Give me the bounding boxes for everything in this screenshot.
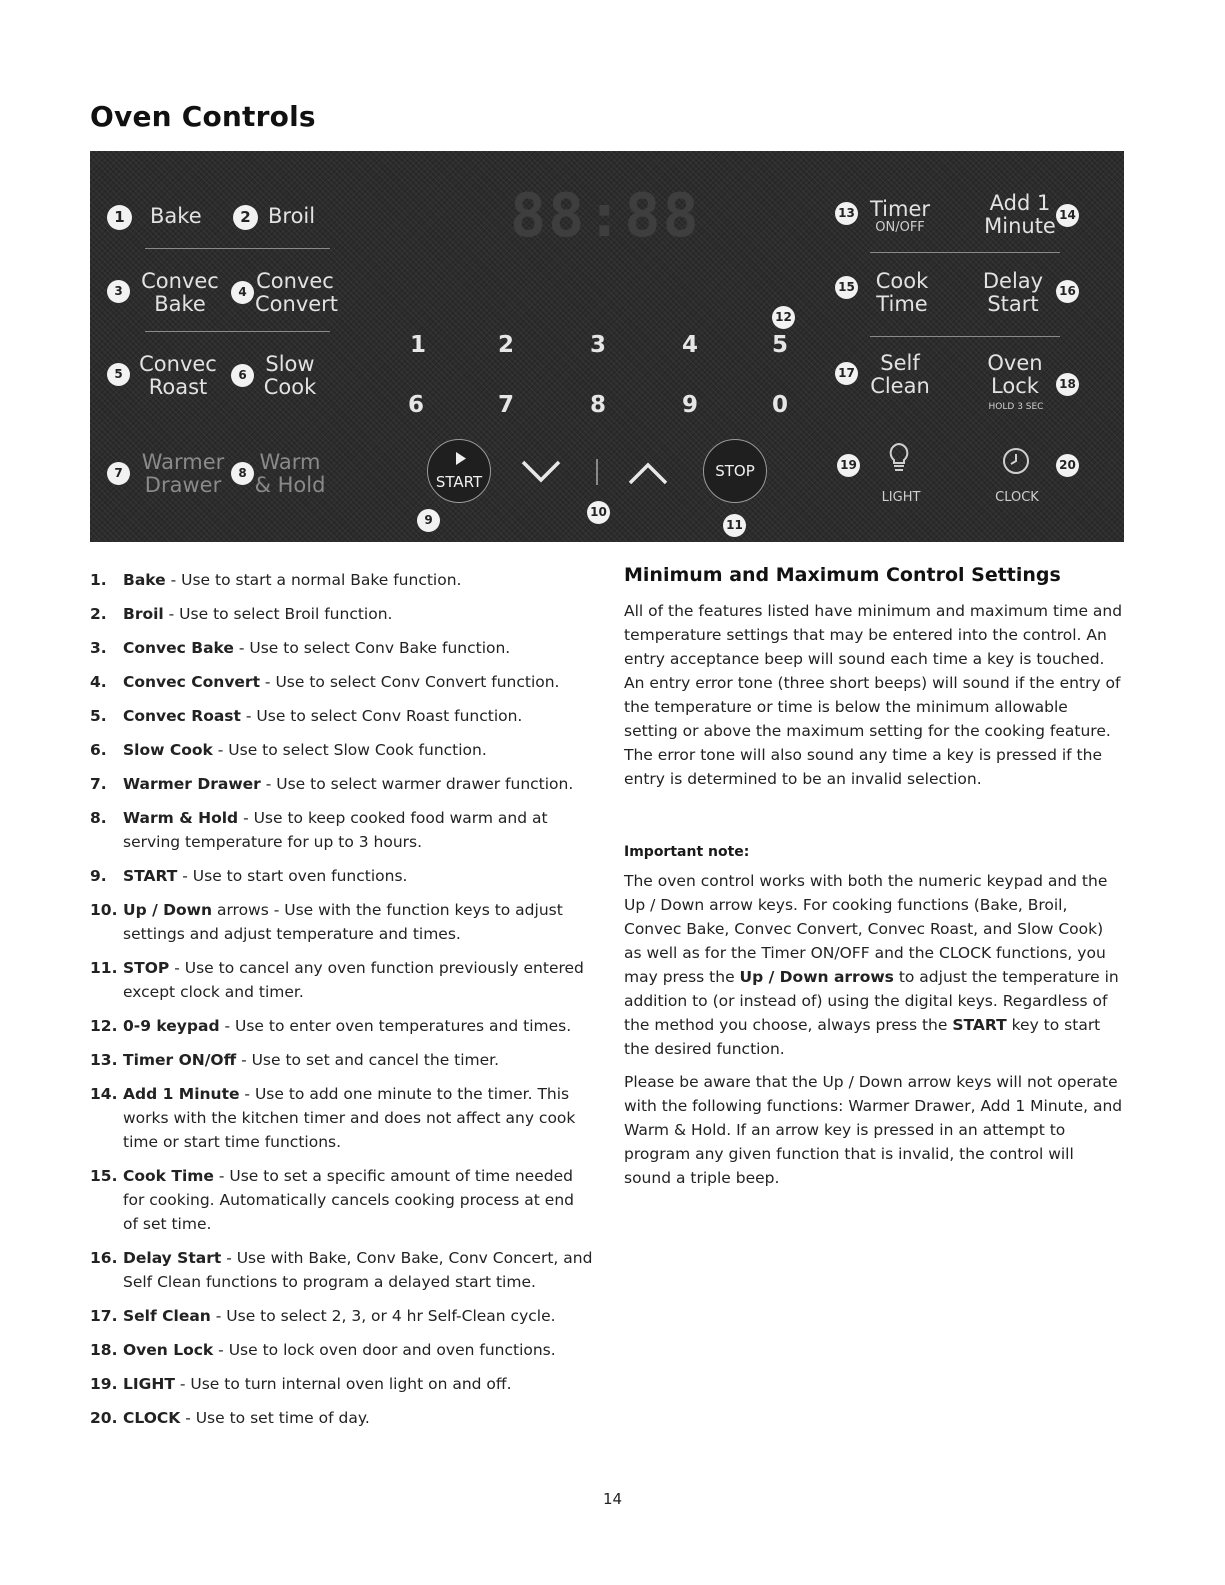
key-digit-8[interactable]: 8	[590, 392, 607, 418]
badge-6: 6	[231, 364, 254, 387]
list-item: 12. 0-9 keypad - Use to enter oven temperatures and times.	[90, 1017, 572, 1035]
key-timer-label: Timer	[870, 197, 931, 221]
key-digit-9[interactable]: 9	[682, 392, 699, 418]
badge-11: 11	[723, 514, 746, 537]
controls-list	[90, 568, 610, 1430]
list-item: 2. Broil - Use to select Broil function.	[90, 605, 393, 623]
important-note-heading: Important note:	[624, 844, 750, 860]
key-oven-lock-line1: Oven	[987, 351, 1043, 375]
key-digit-5[interactable]: 5	[772, 332, 789, 358]
key-slow-cook[interactable]	[250, 353, 330, 399]
up-arrow-icon[interactable]	[627, 462, 669, 486]
down-arrow-icon[interactable]	[520, 459, 562, 483]
key-convec-convert[interactable]	[255, 269, 339, 316]
badge-3: 3	[107, 280, 130, 303]
key-self-clean[interactable]	[868, 352, 932, 398]
badge-15: 15	[835, 276, 858, 299]
key-timer-sublabel: ON/OFF	[875, 220, 925, 235]
key-cook-time-line1: Cook	[875, 269, 929, 293]
clock-display: 88:88	[510, 181, 701, 251]
badge-19: 19	[837, 454, 860, 477]
list-item: 17. Self Clean - Use to select 2, 3, or 4 hr Self-Clean cycle.	[90, 1307, 556, 1325]
badge-5: 5	[107, 363, 130, 386]
page-title: Oven Controls	[90, 100, 316, 133]
key-warm-hold-line1: Warm	[259, 450, 321, 474]
list-item: 20. CLOCK - Use to set time of day.	[90, 1409, 370, 1427]
badge-17: 17	[835, 362, 858, 385]
badge-7: 7	[107, 462, 130, 485]
list-item: 5. Convec Roast - Use to select Conv Roast function.	[90, 707, 523, 725]
list-item: 11. STOP - Use to cancel any oven function previously entered except clock and timer.	[90, 959, 584, 1001]
start-button-label: START	[435, 473, 483, 491]
key-slow-cook-line1: Slow	[265, 352, 315, 376]
list-item: 14. Add 1 Minute - Use to add one minute to the timer. This works with the kitchen timer and does not affect any cook time or start time functions.	[90, 1085, 576, 1151]
list-item: 10. Up / Down arrows - Use with the function keys to adjust settings and adjust temperature and times.	[90, 901, 563, 943]
badge-20: 20	[1056, 454, 1079, 477]
key-self-clean-line1: Self	[880, 351, 920, 375]
settings-paragraph: All of the features listed have minimum and maximum time and temperature settings that may be entered into the control. An entry acceptance beep will sound each time a key is touched. An entry error tone (three short beeps) will sound if the entry of the temperature or time is below the minimum allowable setting or above the maximum setting for the cooking feature. The error tone will also sound any time a key is pressed if the entry is determined to be an invalid selection.	[624, 602, 1123, 788]
badge-2: 2	[233, 205, 258, 230]
key-delay-start[interactable]	[978, 270, 1048, 316]
list-item: 18. Oven Lock - Use to lock oven door and oven functions.	[90, 1341, 556, 1359]
list-item: 13. Timer ON/Off - Use to set and cancel the timer.	[90, 1051, 500, 1069]
section-heading: Minimum and Maximum Control Settings	[624, 564, 1061, 586]
important-note-paragraph: The oven control works with both the numeric keypad and the Up / Down arrow keys. For cooking functions (Bake, Broil, Convec Bake, Convec Convert, Convec Roast, and Slow Cook) as well as for the Timer ON/OFF and the CLOCK functions, you may press the Up / Down arrows to adjust the temperature in addition to (or instead of) using the digital keys. Regardless of the method you choose, always press the START key to start the desired function.	[624, 872, 1119, 1058]
badge-1: 1	[107, 205, 132, 230]
key-self-clean-line2: Clean	[870, 374, 930, 398]
key-delay-start-line2: Start	[987, 292, 1039, 316]
key-warmer-drawer[interactable]	[138, 451, 228, 497]
start-button[interactable]	[427, 439, 491, 503]
panel-divider	[870, 336, 1060, 337]
key-convec-roast[interactable]	[138, 353, 218, 399]
key-light-label: LIGHT	[881, 490, 921, 505]
list-item: 3. Convec Bake - Use to select Conv Bake function.	[90, 639, 511, 657]
key-convec-convert-line2: Convert	[255, 292, 339, 316]
list-item: 16. Delay Start - Use with Bake, Conv Bake, Conv Concert, and Self Clean functions to program a delayed start time.	[90, 1249, 593, 1291]
play-icon	[455, 452, 467, 465]
key-delay-start-line1: Delay	[982, 269, 1044, 293]
key-bake[interactable]: Bake	[150, 204, 202, 228]
badge-8: 8	[231, 462, 254, 485]
key-cook-time[interactable]	[870, 270, 934, 316]
key-digit-4[interactable]: 4	[682, 332, 699, 358]
key-warmer-drawer-line1: Warmer	[141, 450, 225, 474]
badge-14: 14	[1056, 204, 1079, 227]
list-item: 6. Slow Cook - Use to select Slow Cook function.	[90, 741, 487, 759]
key-digit-3[interactable]: 3	[590, 332, 607, 358]
page-number: 14	[602, 1490, 623, 1508]
key-convec-bake-line1: Convec	[141, 269, 219, 293]
stop-button-label: STOP	[715, 462, 755, 480]
key-add-1-minute[interactable]	[980, 192, 1060, 238]
key-convec-bake[interactable]	[140, 270, 220, 316]
key-digit-1[interactable]: 1	[410, 332, 427, 358]
key-digit-7[interactable]: 7	[498, 392, 515, 418]
key-timer[interactable]	[870, 198, 930, 235]
badge-18: 18	[1056, 373, 1079, 396]
panel-divider	[145, 331, 330, 332]
key-convec-roast-line2: Roast	[148, 375, 208, 399]
key-warm-hold[interactable]	[250, 451, 330, 497]
badge-13: 13	[835, 202, 858, 225]
stop-button[interactable]	[703, 439, 767, 503]
panel-divider	[145, 248, 330, 249]
arrow-divider	[596, 459, 598, 485]
key-slow-cook-line2: Cook	[263, 375, 317, 399]
key-oven-lock-sublabel: HOLD 3 SEC	[988, 402, 1044, 412]
key-digit-6[interactable]: 6	[408, 392, 425, 418]
key-convec-bake-line2: Bake	[154, 292, 206, 316]
list-item: 8. Warm & Hold - Use to keep cooked food warm and at serving temperature for up to 3 hours.	[90, 809, 548, 851]
key-oven-lock-line2: Lock	[991, 374, 1039, 398]
key-oven-lock[interactable]	[980, 352, 1050, 398]
light-bulb-icon[interactable]	[887, 442, 911, 474]
badge-9: 9	[417, 509, 440, 532]
list-item: 9. START - Use to start oven functions.	[90, 867, 408, 885]
list-item: 1. Bake - Use to start a normal Bake function.	[90, 571, 462, 589]
key-warm-hold-line2: & Hold	[254, 473, 326, 497]
badge-10: 10	[587, 501, 610, 524]
list-item: 15. Cook Time - Use to set a specific amount of time needed for cooking. Automatically cancels cooking process at end of set time.	[90, 1167, 574, 1233]
list-item: 19. LIGHT - Use to turn internal oven light on and off.	[90, 1375, 512, 1393]
list-item: 4. Convec Convert - Use to select Conv Convert function.	[90, 673, 560, 691]
key-add-1-minute-line1: Add 1	[989, 191, 1051, 215]
key-broil[interactable]: Broil	[268, 204, 316, 228]
panel-divider	[870, 252, 1060, 253]
key-digit-2[interactable]: 2	[498, 332, 515, 358]
key-clock-label: CLOCK	[995, 490, 1039, 505]
key-cook-time-line2: Time	[876, 292, 928, 316]
key-add-1-minute-line2: Minute	[984, 214, 1056, 238]
control-panel-image	[90, 151, 1124, 542]
badge-4: 4	[231, 281, 254, 304]
key-convec-roast-line1: Convec	[139, 352, 217, 376]
list-item: 7. Warmer Drawer - Use to select warmer drawer function.	[90, 775, 574, 793]
arrow-keys-paragraph: Please be aware that the Up / Down arrow keys will not operate with the following functions: Warmer Drawer, Add 1 Minute, and Warm & Hold. If an arrow key is pressed in an attempt to program any given function that is invalid, the control will sound a triple beep.	[624, 1073, 1123, 1187]
badge-16: 16	[1056, 280, 1079, 303]
key-warmer-drawer-line2: Drawer	[144, 473, 222, 497]
key-convec-convert-line1: Convec	[256, 269, 334, 293]
badge-12: 12	[772, 306, 795, 329]
settings-section	[624, 564, 1124, 1190]
key-digit-0[interactable]: 0	[772, 392, 789, 418]
clock-icon[interactable]	[1002, 447, 1030, 475]
